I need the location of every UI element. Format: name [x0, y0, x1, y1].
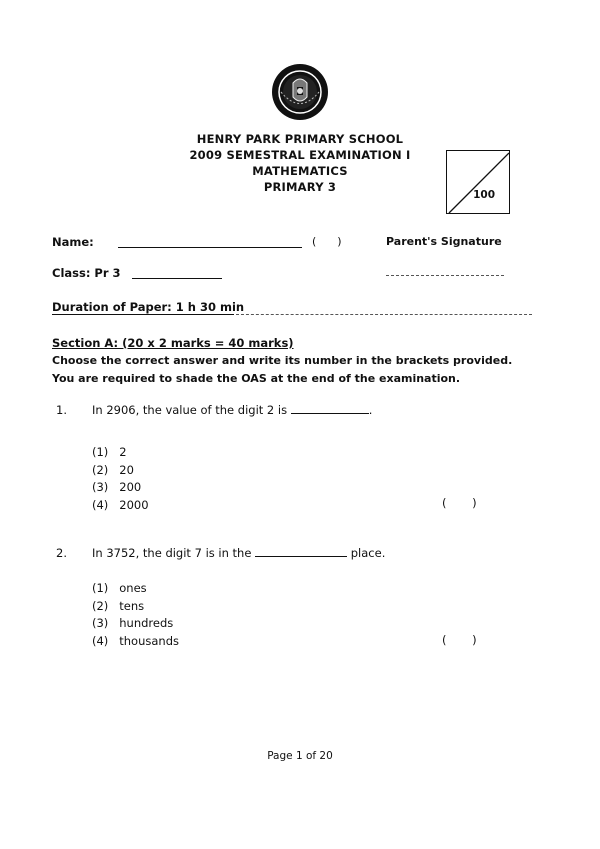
question-1-option-1: (1) 2 — [92, 445, 127, 459]
question-1-blank — [291, 403, 369, 414]
school-name: HENRY PARK PRIMARY SCHOOL — [196, 132, 404, 146]
question-2-answer-bracket[interactable]: ( ) — [442, 633, 477, 647]
question-2-option-4: (4) thousands — [92, 633, 179, 648]
duration-underline — [52, 314, 234, 315]
score-total: 100 — [473, 189, 495, 201]
question-1-stem: In 2906, the value of the digit 2 is — [92, 403, 288, 417]
duration: Duration of Paper: 1 h 30 min — [52, 300, 245, 314]
subject-title: MATHEMATICS — [252, 164, 348, 178]
name-brackets: ( ) — [312, 235, 342, 248]
name-label: Name: — [52, 235, 94, 249]
question-1-text — [92, 403, 372, 417]
question-1-option-4: (4) 2000 — [92, 497, 149, 512]
school-crest-logo — [271, 63, 329, 121]
score-box-diagonal — [447, 151, 511, 215]
page-number: Page 1 of 20 — [267, 750, 333, 762]
question-2-stem-end: place. — [350, 546, 386, 560]
section-a-instruction-1: Choose the correct answer and write its number in the brackets provided. — [52, 354, 513, 367]
question-2-options — [92, 580, 179, 650]
question-1-answer-bracket[interactable]: ( ) — [442, 496, 477, 510]
question-2-option-1: (1) ones — [92, 581, 147, 595]
question-1-option-3: (3) 200 — [92, 480, 142, 494]
score-box — [446, 150, 510, 214]
parent-signature-label: Parent's Signature — [386, 235, 502, 248]
question-2-number: 2. — [56, 546, 67, 560]
class-label: Class: Pr 3 — [52, 266, 121, 280]
level-title: PRIMARY 3 — [263, 180, 337, 194]
duration-dashed-rule — [236, 306, 532, 315]
exam-title: 2009 SEMESTRAL EXAMINATION I — [189, 148, 411, 162]
question-2-option-3: (3) hundreds — [92, 616, 174, 630]
name-line[interactable] — [118, 236, 302, 248]
exam-header — [150, 131, 450, 195]
question-1-options — [92, 444, 149, 514]
question-1-stem-end: . — [368, 403, 373, 417]
question-2-option-2: (2) tens — [92, 598, 145, 613]
question-1-number: 1. — [56, 403, 67, 417]
question-2-stem: In 3752, the digit 7 is in the — [92, 546, 252, 560]
question-1-option-2: (2) 20 — [92, 462, 134, 477]
question-2-blank — [255, 546, 347, 557]
question-2-text — [92, 546, 385, 560]
parent-signature-line[interactable] — [386, 264, 504, 276]
section-a-title: Section A: (20 x 2 marks = 40 marks) — [52, 336, 294, 350]
section-a-instruction-2: You are required to shade the OAS at the end of the examination. — [52, 372, 461, 385]
class-line[interactable] — [132, 267, 222, 279]
